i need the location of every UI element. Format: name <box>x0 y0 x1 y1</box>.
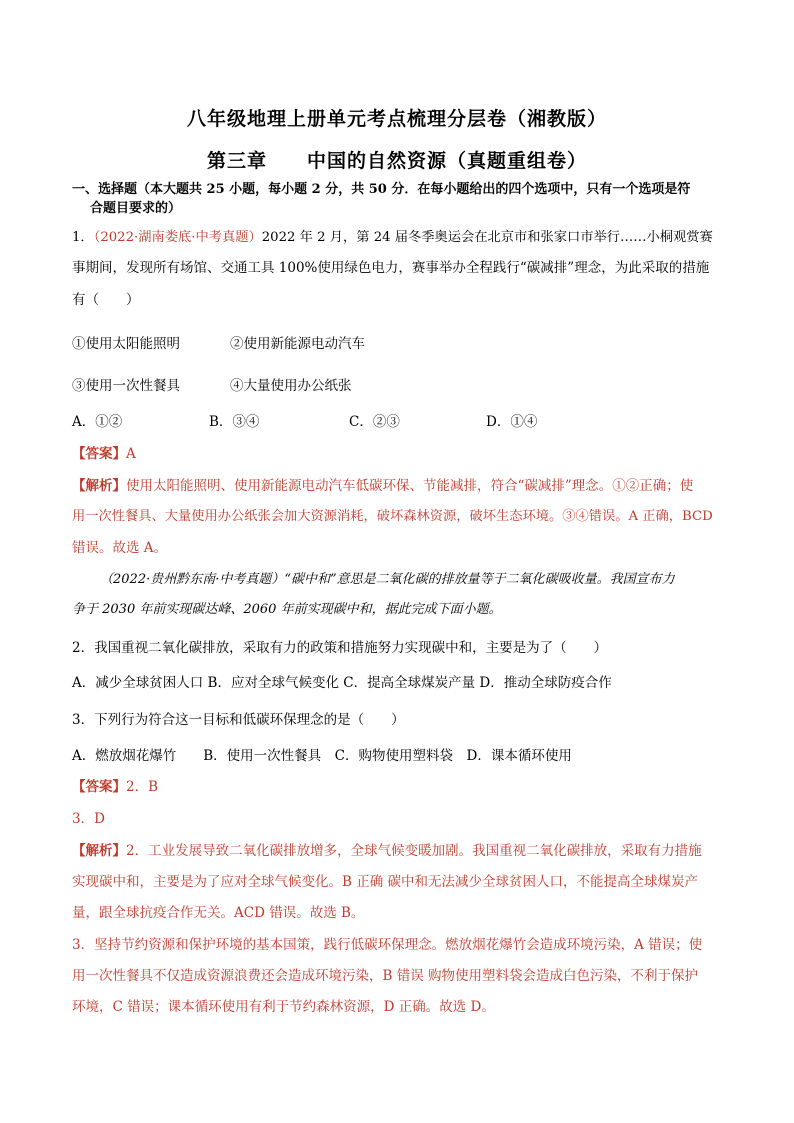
analysis-q3-line3: 环境，C 错误；课本循环使用有利于节约森林资源，D 正确。故选 D。 <box>72 999 495 1015</box>
option-a: A．①② <box>72 414 123 430</box>
analysis-tag: 【解析】 <box>72 478 126 494</box>
document-title: 八年级地理上册单元考点梳理分层卷（湘教版） <box>186 108 607 130</box>
question-1-items-row1 <box>72 334 722 354</box>
analysis-line2: 用一次性餐具、大量使用办公纸张会加大资源消耗，破坏森林资源，破坏生态环境。③④错误。A 正确，BCD <box>72 509 713 524</box>
question-1-items-row2 <box>72 376 722 396</box>
question-3-stem: 3．下列行为符合这一目标和低碳环保理念的是（ ） <box>72 712 405 728</box>
analysis-line1: 使用太阳能照明、使用新能源电动汽车低碳环保、节能减排，符合“碳减排”理念。①②正确；使 <box>126 478 694 494</box>
item-2: ②使用新能源电动汽车 <box>230 336 365 352</box>
group-answer <box>72 777 722 797</box>
analysis-tag: 【解析】 <box>72 843 126 859</box>
group-analysis <box>72 841 722 861</box>
answer-tag: 【答案】 <box>72 446 126 462</box>
answer-tag: 【答案】 <box>72 779 126 795</box>
question-1-options <box>72 412 722 432</box>
analysis-q2-line1: 2．工业发展导致二氧化碳排放增多，全球气候变暖加剧。我国重视二氧化碳排放，采取有力措施 <box>126 843 702 859</box>
answer-3: 3．D <box>72 811 105 827</box>
answer-2: 2．B <box>126 779 159 795</box>
option-c: C．②③ <box>349 414 400 430</box>
question-number: 1． <box>72 230 94 245</box>
analysis-q2-line3: 量，跟全球抗疫合作无关。ACD 错误。故选 B。 <box>72 905 365 921</box>
section-heading: 一、选择题（本大题共 25 小题，每小题 2 分，共 50 分．在每小题给出的四个选项中，只有一个选项是符 <box>72 182 691 197</box>
option-b: B．③④ <box>209 414 260 430</box>
question-2-options: A．减少全球贫困人口 B．应对全球气候变化 C．提高全球煤炭产量 D．推动全球防疫合作 <box>72 675 612 691</box>
option-d: D．①④ <box>486 414 538 430</box>
question-1-answer <box>72 444 722 464</box>
question-source: （2022·湖南娄底·中考真题） <box>93 230 262 245</box>
question-1-stem-line3: 有（ ） <box>72 292 140 308</box>
analysis-q3-line1: 3．坚持节约资源和保护环境的基本国策，践行低碳环保理念。燃放烟花爆竹会造成环境污染，A 错误；使 <box>72 937 703 953</box>
group-intro-line2: 争于 2030 年前实现碳达峰、2060 年前实现碳中和，据此完成下面小题。 <box>72 602 502 617</box>
item-1: ①使用太阳能照明 <box>72 336 180 352</box>
question-3-options: A．燃放烟花爆竹 B．使用一次性餐具 C．购物使用塑料袋 D．课本循环使用 <box>72 748 572 764</box>
question-1-stem <box>72 228 722 248</box>
item-3: ③使用一次性餐具 <box>72 378 180 394</box>
item-4: ④大量使用办公纸张 <box>230 378 352 394</box>
analysis-q3-line2: 用一次性餐具不仅造成资源浪费还会造成环境污染，B 错误 购物使用塑料袋会造成白色污染，不利于保护 <box>72 968 699 984</box>
section-heading-cont: 合题目要求的） <box>90 201 182 216</box>
analysis-line3: 错误。故选 A。 <box>72 540 168 556</box>
answer-value: A <box>126 446 136 462</box>
question-text: 2022 年 2 月，第 24 届冬季奥运会在北京市和张家口市举行……小桐观赏赛 <box>261 230 713 245</box>
analysis-q2-line2: 实现碳中和，主要是为了应对全球气候变化。B 正确 碳中和无法减少全球贫困人口，不能提高全球煤炭产 <box>72 874 699 890</box>
chapter-title: 第三章 中国的自然资源（真题重组卷） <box>206 150 587 172</box>
group-intro-line1: （2022·贵州黔东南·中考真题）“碳中和”意思是二氧化碳的排放量等于二氧化碳吸收量。我国宣布力 <box>100 572 675 587</box>
question-1-analysis <box>72 476 722 496</box>
question-1-stem-line2: 事期间，发现所有场馆、交通工具 100%使用绿色电力，赛事举办全程践行“碳减排”理念，为此采取的措施 <box>72 260 710 276</box>
question-2-stem: 2．我国重视二氧化碳排放，采取有力的政策和措施努力实现碳中和，主要是为了（ ） <box>72 640 608 656</box>
